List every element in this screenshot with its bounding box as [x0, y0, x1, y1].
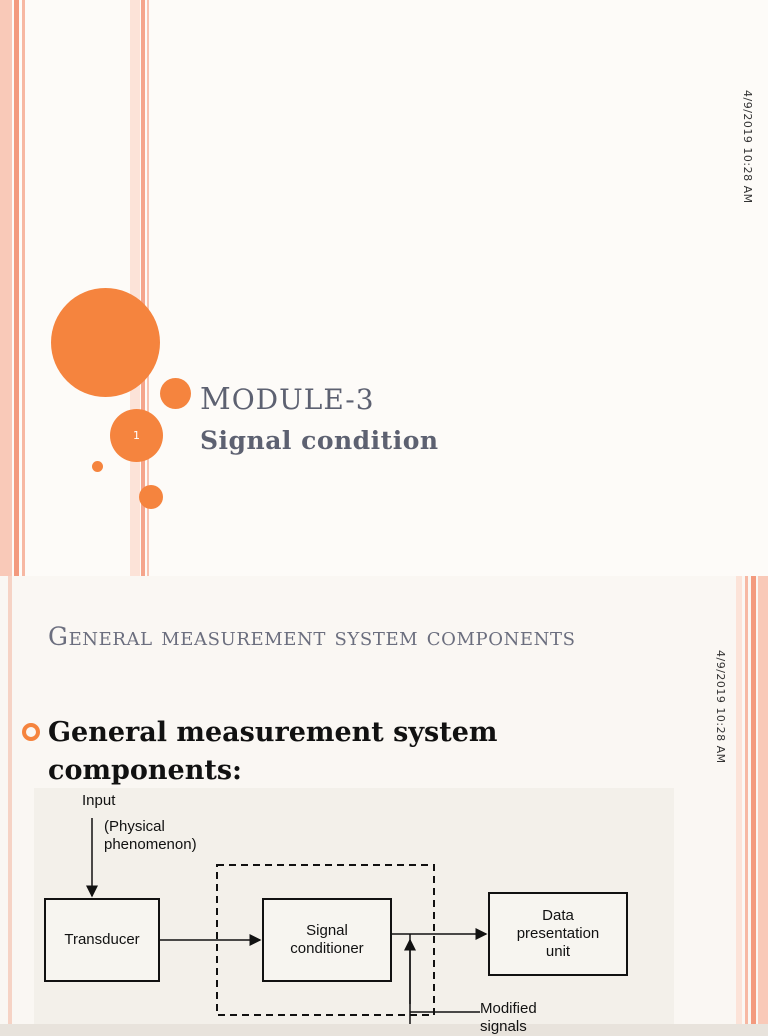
slide-number-badge [110, 409, 163, 462]
physical-phenomenon-label: (Physical phenomenon) [104, 818, 197, 853]
modified-signals-label: Modified signals [480, 1000, 537, 1035]
signal-conditioner-label: Signal conditioner [290, 922, 364, 957]
decor-stripe [758, 576, 768, 1024]
slide-date: 4/9/2019 10:28 AM [714, 650, 727, 764]
decor-circle-large [51, 288, 160, 397]
decor-circle-small [139, 485, 163, 509]
ring-bullet-icon [20, 721, 42, 743]
block-diagram [34, 788, 674, 1035]
slide-title: General measurement system components [48, 622, 576, 651]
data-presentation-box [488, 892, 628, 976]
signal-conditioner-box [262, 898, 392, 982]
decor-circle-dot [92, 461, 103, 472]
decor-stripe [0, 0, 12, 576]
data-presentation-label: Data presentation unit [516, 907, 600, 960]
decor-stripe [130, 0, 140, 576]
title-rest: ODULE-3 [231, 383, 375, 416]
decor-stripe [745, 576, 748, 1024]
decor-stripe [22, 0, 25, 576]
slide-subtitle: Signal condition [200, 426, 439, 455]
decor-stripe [736, 576, 742, 1024]
decor-stripe [8, 576, 12, 1024]
transducer-box [44, 898, 160, 982]
transducer-label: Transducer [64, 931, 140, 948]
slide-number: 1 [133, 429, 140, 442]
decor-circle-medium [160, 378, 191, 409]
bullet-text: General measurement system components: [48, 717, 498, 786]
decor-stripe [751, 576, 756, 1024]
slide-title [200, 382, 375, 417]
slide-date: 4/9/2019 10:28 AM [741, 90, 754, 204]
input-label: Input [82, 792, 116, 809]
decor-stripe [14, 0, 19, 576]
title-initial: M [200, 382, 232, 417]
